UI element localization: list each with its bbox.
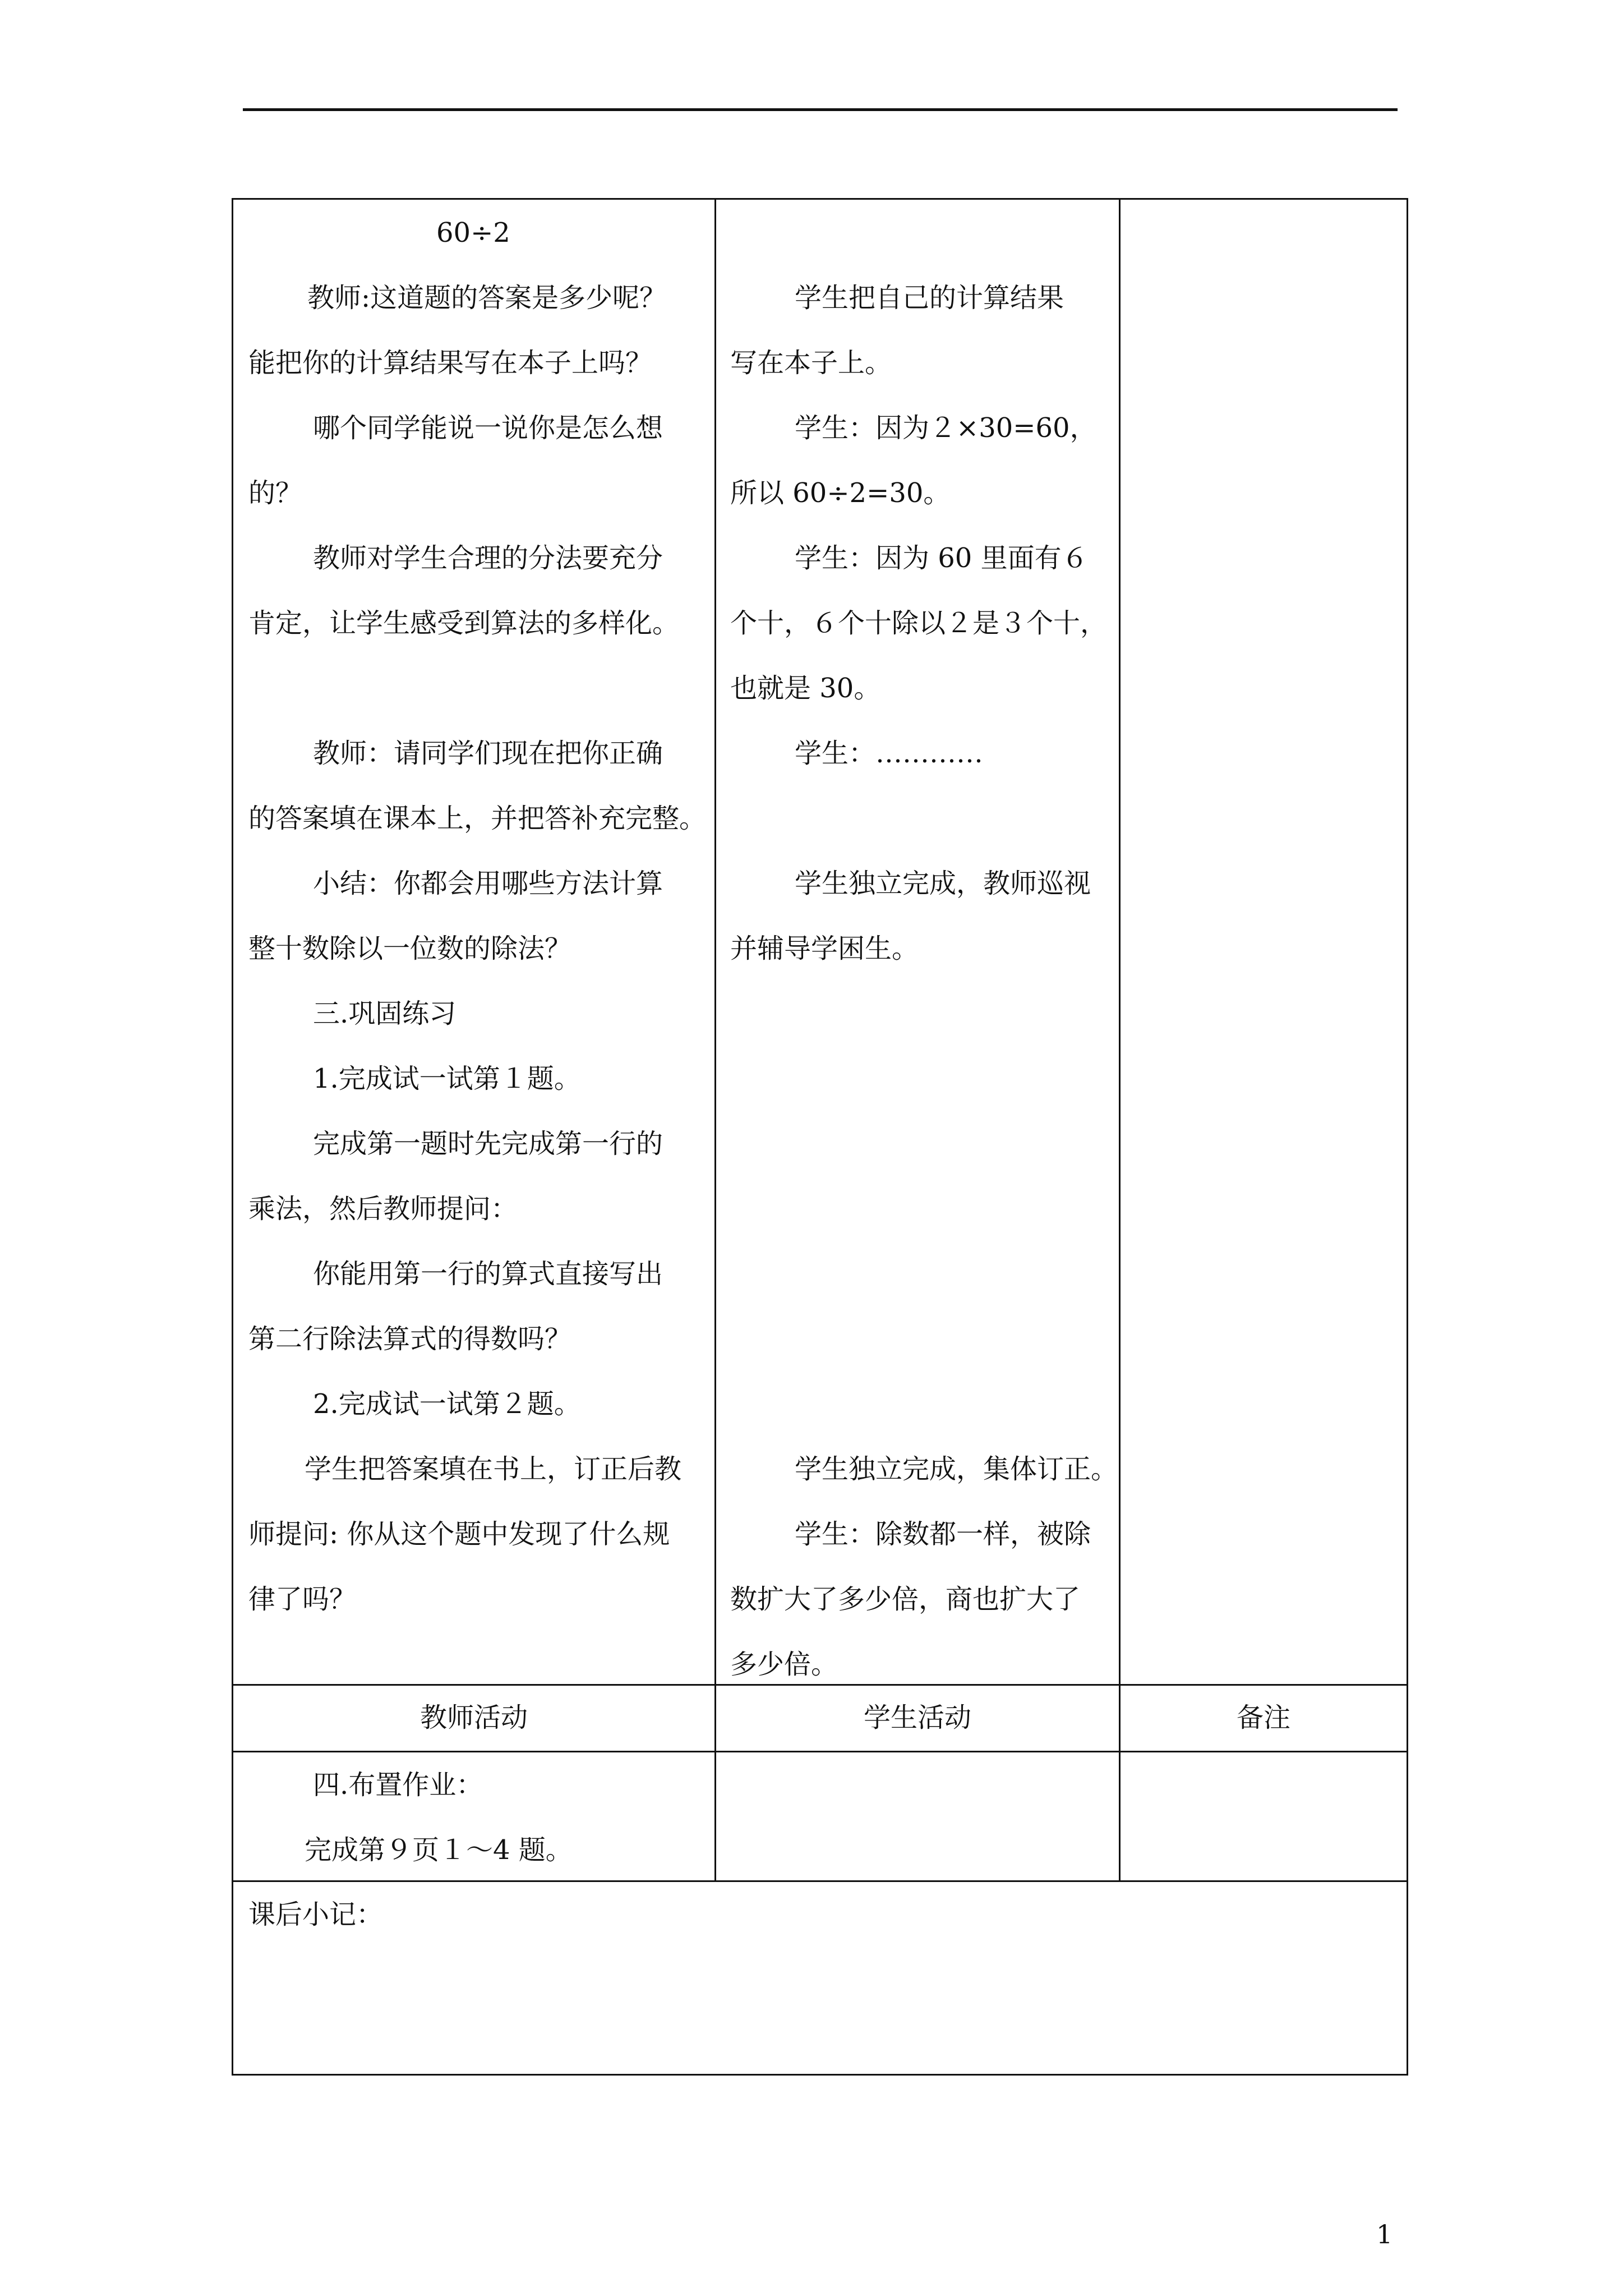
student-line: 学生：除数都一样，被除 bbox=[795, 1519, 1091, 1550]
student-line: 也就是 30。 bbox=[730, 673, 881, 704]
teacher-line: 学生把答案填在书上，订正后教 bbox=[305, 1453, 682, 1485]
student-line: 学生独立完成，集体订正。 bbox=[795, 1453, 1118, 1485]
teacher-line: 教师对学生合理的分法要充分 bbox=[313, 542, 663, 574]
teacher-line: 你能用第一行的算式直接写出 bbox=[313, 1258, 663, 1290]
page-number: 1 bbox=[1376, 2219, 1393, 2249]
table-border-left bbox=[232, 198, 233, 2076]
teacher-line: 第二行除法算式的得数吗？ bbox=[248, 1323, 572, 1355]
student-line: 学生：因为 60 里面有６ bbox=[795, 542, 1089, 574]
teacher-line: 律了吗？ bbox=[248, 1584, 357, 1615]
homework-text bbox=[248, 1752, 573, 1883]
student-line bbox=[730, 1176, 1118, 1241]
student-activity-text bbox=[730, 200, 1118, 1697]
teacher-line: 能把你的计算结果写在本子上吗？ bbox=[248, 347, 653, 379]
teacher-line: 的答案填在课本上，并把答补充完整。 bbox=[248, 803, 707, 834]
student-line bbox=[730, 1241, 1118, 1306]
student-line: 数扩大了多少倍，商也扩大了 bbox=[730, 1584, 1081, 1615]
table-border-bottom bbox=[232, 2074, 1408, 2076]
homework-task: 完成第９页１～4 题。 bbox=[305, 1834, 573, 1866]
header-teacher-activity: 教师活动 bbox=[419, 1702, 528, 1733]
student-line: 写在本子上。 bbox=[730, 347, 892, 379]
teacher-line: 教师:这道题的答案是多少呢？ bbox=[307, 282, 667, 314]
student-line bbox=[730, 1306, 1118, 1372]
student-line: 学生独立完成，教师巡视 bbox=[795, 868, 1091, 899]
student-line: 个十，６个十除以２是３个十， bbox=[730, 608, 1108, 639]
header-notes: 备注 bbox=[1236, 1702, 1290, 1733]
table-border-top bbox=[232, 198, 1408, 200]
homework-title: 四.布置作业： bbox=[313, 1769, 483, 1801]
table-border-right bbox=[1407, 198, 1408, 2076]
student-line: 学生：因为２×30=60， bbox=[795, 412, 1097, 444]
student-line bbox=[730, 1111, 1118, 1176]
teacher-line: 小结：你都会用哪些方法计算 bbox=[313, 868, 663, 899]
teacher-line: 2.完成试一试第２题。 bbox=[313, 1388, 581, 1420]
student-line: 并辅导学困生。 bbox=[730, 933, 919, 964]
teacher-line: 肯定，让学生感受到算法的多样化。 bbox=[248, 608, 680, 639]
column-divider-2 bbox=[1119, 198, 1121, 1882]
student-line: 学生把自己的计算结果 bbox=[795, 282, 1064, 314]
teacher-line bbox=[248, 656, 706, 721]
section-heading: 三.巩固练习 bbox=[313, 998, 457, 1029]
teacher-line: 教师：请同学们现在把你正确 bbox=[313, 738, 663, 769]
header-student-activity: 学生活动 bbox=[863, 1702, 971, 1733]
reflection-label: 课后小记： bbox=[248, 1899, 384, 1930]
expression-line: 60÷2 bbox=[436, 217, 510, 249]
student-line bbox=[730, 1372, 1118, 1437]
teacher-line: 师提问: 你从这个题中发现了什么规 bbox=[248, 1519, 670, 1550]
teacher-line: 的？ bbox=[248, 477, 303, 509]
student-line bbox=[730, 1046, 1118, 1111]
student-line: 学生：………… bbox=[795, 738, 984, 769]
teacher-line: 乘法，然后教师提问： bbox=[248, 1193, 518, 1225]
teacher-line: 哪个同学能说一说你是怎么想 bbox=[313, 412, 663, 444]
student-line bbox=[730, 200, 1118, 265]
student-line: 所以 60÷2=30。 bbox=[730, 477, 951, 509]
teacher-line: 1.完成试一试第１题。 bbox=[313, 1063, 581, 1094]
teacher-line: 整十数除以一位数的除法？ bbox=[248, 933, 572, 964]
teacher-line: 完成第一题时先完成第一行的 bbox=[313, 1128, 663, 1159]
teacher-activity-text bbox=[248, 200, 706, 1632]
column-divider-1 bbox=[714, 198, 716, 1882]
student-line bbox=[730, 786, 1118, 851]
student-line: 多少倍。 bbox=[730, 1649, 838, 1680]
student-line bbox=[730, 981, 1118, 1046]
